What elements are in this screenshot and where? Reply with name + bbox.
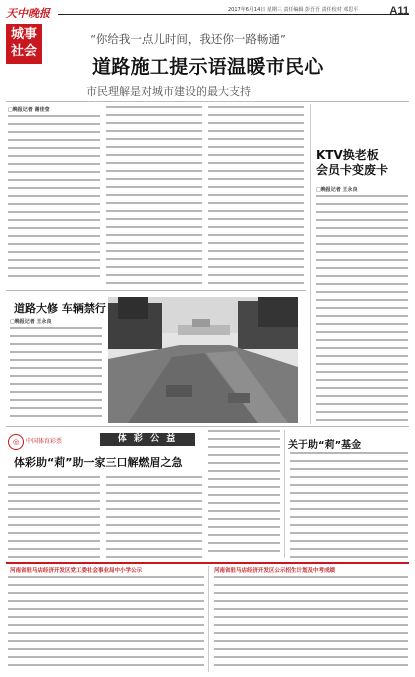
brand-logo: 天中晚报 — [6, 7, 50, 20]
lead-col-3 — [208, 106, 304, 284]
rule-under-headline — [6, 101, 409, 102]
lead-col-1-text — [8, 115, 100, 281]
lead-col-2 — [106, 106, 202, 284]
ktv-headline-line-2: 会员卡变废卡 — [316, 163, 389, 177]
lead-byline: □晚报记者 谢佳莹 — [8, 107, 50, 113]
gongyi-headline: 体彩助“莉”助一家三口解燃眉之急 — [14, 456, 183, 469]
column-divider-right — [310, 104, 311, 424]
ktv-text — [316, 195, 408, 421]
section-line-2: 社会 — [10, 44, 37, 59]
ktv-column — [316, 186, 408, 424]
road-construction-photo — [108, 297, 298, 423]
section-label — [6, 24, 42, 64]
lead-col-1 — [8, 106, 100, 284]
lead-headline: 道路施工提示语温暖市民心 — [92, 56, 324, 78]
footer-left-column — [8, 576, 204, 672]
brief-headline: 道路大修 车辆禁行 — [14, 302, 106, 315]
lottery-brand: 中国体育彩票 — [26, 438, 63, 445]
footer-left-title: 河南省驻马店经济开发区党工委社会事业局中小学公示 — [10, 568, 143, 574]
fund-text — [290, 452, 408, 558]
ktv-headline — [316, 148, 406, 178]
top-rule — [58, 14, 409, 15]
gongyi-divider — [284, 430, 285, 558]
brief-column — [10, 318, 102, 424]
rule-above-gongyi — [6, 426, 409, 427]
footer-left-text — [8, 576, 204, 672]
gongyi-col-3-text — [208, 430, 280, 558]
page-number: A11 — [389, 5, 409, 17]
dateline: 2017年6月14日 星期三 责任编辑 彭吾吾 责任校对 邓思平 — [228, 7, 359, 13]
lead-subhead: 市民理解是对城市建设的最大支持 — [86, 85, 251, 98]
rule-above-footer — [6, 562, 409, 564]
ktv-byline: □晚报记者 王永良 — [316, 187, 358, 193]
lead-col-3-text — [208, 106, 304, 284]
gongyi-col-1-text — [8, 476, 100, 558]
footer-right-text — [214, 576, 408, 672]
lead-quote: “你给我一点儿时间，我还你一路畅通” — [90, 32, 286, 46]
gongyi-section-bar: 体 彩 公 益 — [100, 433, 195, 446]
gongyi-col-3 — [208, 430, 280, 558]
brief-byline: □晚报记者 王永良 — [10, 319, 52, 325]
footer-right-column — [214, 576, 408, 672]
brief-text — [10, 327, 102, 421]
section-line-1: 城事 — [10, 27, 37, 42]
gongyi-col-2 — [106, 476, 202, 558]
ktv-headline-line-1: KTV换老板 — [316, 148, 379, 162]
fund-column — [290, 452, 408, 558]
footer-divider — [208, 566, 209, 672]
gongyi-col-2-text — [106, 476, 202, 558]
lottery-logo-icon: ◎ — [8, 434, 24, 450]
footer-right-title: 河南省驻马店经济开发区公示招生计划及中考成绩 — [214, 568, 336, 574]
gongyi-col-1 — [8, 476, 100, 558]
fund-headline: 关于助“莉”基金 — [288, 440, 362, 451]
masthead — [6, 5, 52, 64]
rule-above-brief — [6, 290, 306, 291]
lead-col-2-text — [106, 106, 202, 284]
